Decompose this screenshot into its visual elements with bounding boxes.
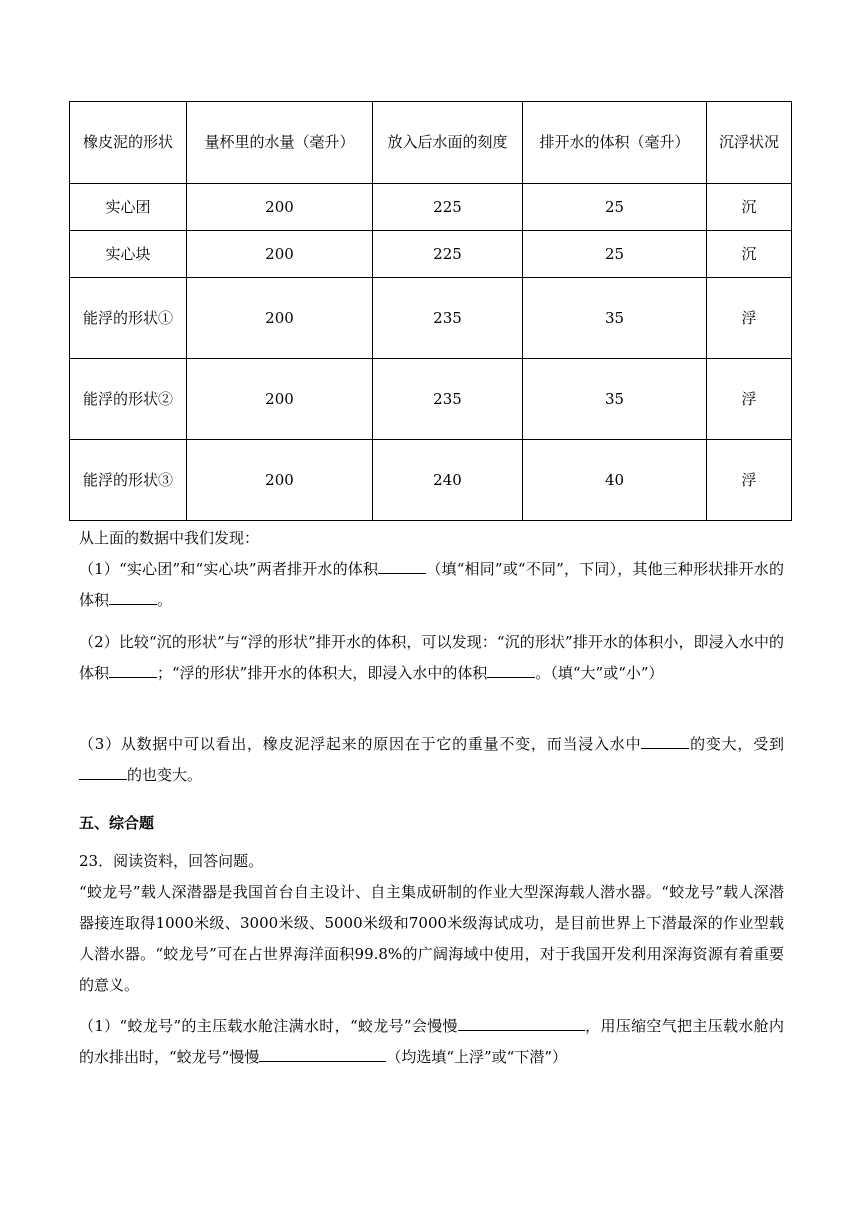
answer-blank[interactable] (641, 730, 689, 749)
table-row (70, 359, 792, 440)
table-cell: 能浮的形状① (70, 278, 187, 359)
answer-blank[interactable] (458, 1012, 585, 1031)
table-header-cell: 橡皮泥的形状 (70, 102, 187, 184)
question-1-text-a: （1）“实心团”和“实心块”两者排开水的体积 (79, 560, 379, 578)
question-3-text-c: 的也变大。 (127, 766, 203, 784)
question-3-text-b: 的变大，受到 (689, 735, 784, 753)
question-1-text-c: 。 (157, 591, 173, 609)
table-cell: 40 (523, 440, 707, 521)
table-cell: 沉 (707, 231, 792, 278)
table-cell: 200 (187, 231, 373, 278)
question-23-sub-1-text-a: （1）“蛟龙号”的主压载水舱注满水时，“蛟龙号”会慢慢 (79, 1017, 458, 1035)
table-cell: 235 (373, 359, 523, 440)
intro-text: 从上面的数据中我们发现： (79, 529, 260, 547)
table-cell: 225 (373, 231, 523, 278)
table-cell: 能浮的形状③ (70, 440, 187, 521)
question-1-text-b: （填“相同”或“不同”，下同），其他三种形状排开水的体积 (79, 560, 784, 609)
table-cell: 240 (373, 440, 523, 521)
table-cell: 35 (523, 278, 707, 359)
table-header-row (70, 102, 792, 184)
table-cell: 实心团 (70, 184, 187, 231)
question-2 (79, 627, 784, 689)
table-row (70, 231, 792, 278)
table-cell: 200 (187, 278, 373, 359)
table-cell: 235 (373, 278, 523, 359)
question-23-sub-1-text-b: ，用压缩空气把主压载水舱内的水排出时，“蛟龙号”慢慢 (79, 1017, 784, 1066)
answer-blank[interactable] (487, 659, 535, 678)
table-cell: 沉 (707, 184, 792, 231)
experiment-table (69, 101, 792, 521)
table-header-cell: 沉浮状况 (707, 102, 792, 184)
answer-blank[interactable] (79, 761, 127, 780)
question-3-text-a: （3）从数据中可以看出，橡皮泥浮起来的原因在于它的重量不变，而当浸入水中 (79, 735, 642, 753)
answer-blank[interactable] (259, 1043, 386, 1062)
table-cell: 浮 (707, 359, 792, 440)
table-cell: 200 (187, 440, 373, 521)
table-row (70, 184, 792, 231)
table-cell: 25 (523, 184, 707, 231)
table-header-cell: 排开水的体积（毫升） (523, 102, 707, 184)
answer-blank[interactable] (109, 659, 157, 678)
question-3 (79, 729, 784, 791)
section-title: 五、综合题 (79, 814, 155, 832)
question-23-passage: “蛟龙号”载人深潜器是我国首台自主设计、自主集成研制的作业大型深海载人潜水器。“蛟龙号”载人深潜器接连取得1000米级、3000米级、5000米级和7000米级海试成功，是目前世界上下潜最深的作业型载人潜水器。“蛟龙号”可在占世界海洋面积99.8%的广阔海域中使用，对于我国开发利用深海资源有着重要的意义。 (79, 883, 784, 994)
question-23-title: 23．阅读资料，回答问题。 (79, 852, 264, 870)
table-cell: 浮 (707, 278, 792, 359)
question-2-text-b: ；“浮的形状”排开水的体积大，即浸入水中的体积 (157, 664, 488, 682)
table-cell: 25 (523, 231, 707, 278)
table-cell: 35 (523, 359, 707, 440)
table-cell: 200 (187, 359, 373, 440)
table-row (70, 440, 792, 521)
table-header-cell: 放入后水面的刻度 (373, 102, 523, 184)
question-2-text-a: （2）比较“沉的形状”与“浮的形状”排开水的体积，可以发现：“沉的形状”排开水的体积小，即浸入水中的体积 (79, 633, 784, 682)
question-2-text-c: 。（填“大”或“小”） (535, 664, 664, 682)
table-cell: 200 (187, 184, 373, 231)
question-1 (79, 554, 784, 616)
table-cell: 浮 (707, 440, 792, 521)
table-cell: 能浮的形状② (70, 359, 187, 440)
table-row (70, 278, 792, 359)
answer-blank[interactable] (378, 555, 426, 574)
answer-blank[interactable] (109, 586, 157, 605)
question-23-sub-1 (79, 1011, 784, 1073)
table-cell: 实心块 (70, 231, 187, 278)
table-header-cell: 量杯里的水量（毫升） (187, 102, 373, 184)
table-cell: 225 (373, 184, 523, 231)
question-23-sub-1-text-c: （均选填“上浮”或“下潜”） (386, 1048, 568, 1066)
